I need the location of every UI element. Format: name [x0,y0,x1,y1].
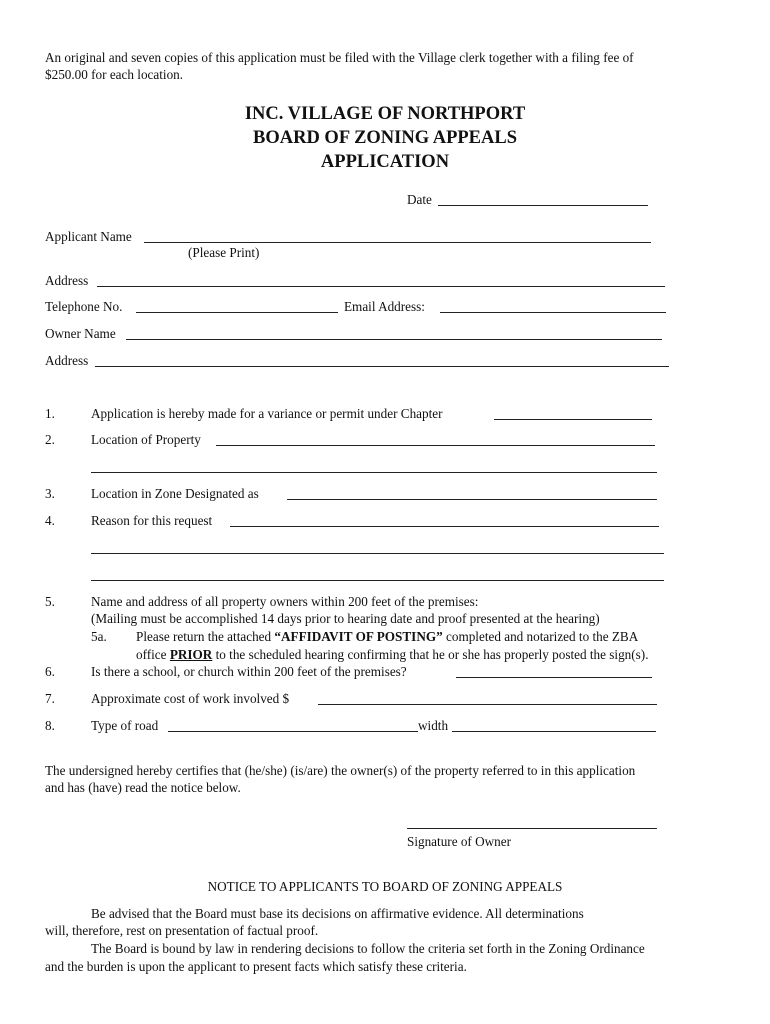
reason-field-2[interactable] [91,553,664,554]
item-5-text: Name and address of all property owners within 200 feet of the premises: [91,594,479,609]
item-5-mailing-note: (Mailing must be accomplished 14 days prior to hearing date and proof presented at the hearing) [91,611,600,626]
applicant-name-label: Applicant Name [45,229,132,244]
item-8-text: Type of road [91,718,159,733]
item-4-text: Reason for this request [91,513,213,528]
applicant-name-field[interactable] [144,242,651,243]
signature-field[interactable] [407,828,657,829]
item-1-text: Application is hereby made for a variance or permit under Chapter [91,406,443,421]
title-application: APPLICATION [320,152,450,172]
title-village: INC. VILLAGE OF NORTHPORT [244,104,526,124]
email-label: Email Address: [344,299,425,314]
item-6-number: 6. [45,664,55,679]
chapter-field[interactable] [494,419,652,420]
item-8-number: 8. [45,718,55,733]
item-5a-number: 5a. [91,629,107,644]
certification-line-1: The undersigned hereby certifies that (he/she) (is/are) the owner(s) of the property referred to in this application [45,763,636,778]
cost-field[interactable] [318,704,657,705]
notice-p1-line-1: Be advised that the Board must base its decisions on affirmative evidence. All determinations [91,906,584,921]
signature-label: Signature of Owner [407,834,512,849]
item-3-number: 3. [45,486,55,501]
notice-heading: NOTICE TO APPLICANTS TO BOARD OF ZONING APPEALS [207,879,563,894]
notice-p1-line-2: will, therefore, rest on presentation of factual proof. [45,923,319,938]
item-7-text: Approximate cost of work involved $ [91,691,290,706]
telephone-label: Telephone No. [45,299,123,314]
please-print-note: (Please Print) [188,245,260,260]
item-5a-line-2: office PRIOR to the scheduled hearing confirming that he or she has properly posted the sign(s). [136,647,649,662]
location-of-property-field[interactable] [216,445,655,446]
address-label: Address [45,273,89,288]
notice-p2-line-2: and the burden is upon the applicant to present facts which satisfy these criteria. [45,959,467,974]
zone-field[interactable] [287,499,657,500]
title-board: BOARD OF ZONING APPEALS [253,128,517,148]
owner-name-label: Owner Name [45,326,116,341]
width-field[interactable] [452,731,656,732]
item-3-text: Location in Zone Designated as [91,486,259,501]
address-field[interactable] [97,286,665,287]
notice-p2-line-1: The Board is bound by law in rendering decisions to follow the criteria set forth in the Zoning Ordinance [91,941,645,956]
date-label: Date [407,192,432,207]
reason-field[interactable] [230,526,659,527]
item-2-text: Location of Property [91,432,201,447]
school-church-field[interactable] [456,677,652,678]
telephone-field[interactable] [136,312,338,313]
item-4-number: 4. [45,513,55,528]
item-5-number: 5. [45,594,55,609]
location-of-property-field-2[interactable] [91,472,657,473]
item-7-number: 7. [45,691,55,706]
item-1-number: 1. [45,406,55,421]
road-type-field[interactable] [168,731,418,732]
owner-name-field[interactable] [126,339,662,340]
intro-line-1: An original and seven copies of this application must be filed with the Village clerk together with a filing fee of [45,50,634,65]
email-field[interactable] [440,312,666,313]
width-label: width [418,718,449,733]
affidavit-of-posting: “AFFIDAVIT OF POSTING” [274,629,443,644]
item-2-number: 2. [45,432,55,447]
item-5a-line-1: Please return the attached “AFFIDAVIT OF POSTING” completed and notarized to the ZBA [136,629,639,644]
owner-address-field[interactable] [95,366,669,367]
date-field[interactable] [438,205,648,206]
prior-emphasis: PRIOR [169,647,213,662]
intro-line-2: $250.00 for each location. [45,67,184,82]
owner-address-label: Address [45,353,89,368]
certification-line-2: and has (have) read the notice below. [45,780,241,795]
item-6-text: Is there a school, or church within 200 feet of the premises? [91,664,407,679]
reason-field-3[interactable] [91,580,664,581]
